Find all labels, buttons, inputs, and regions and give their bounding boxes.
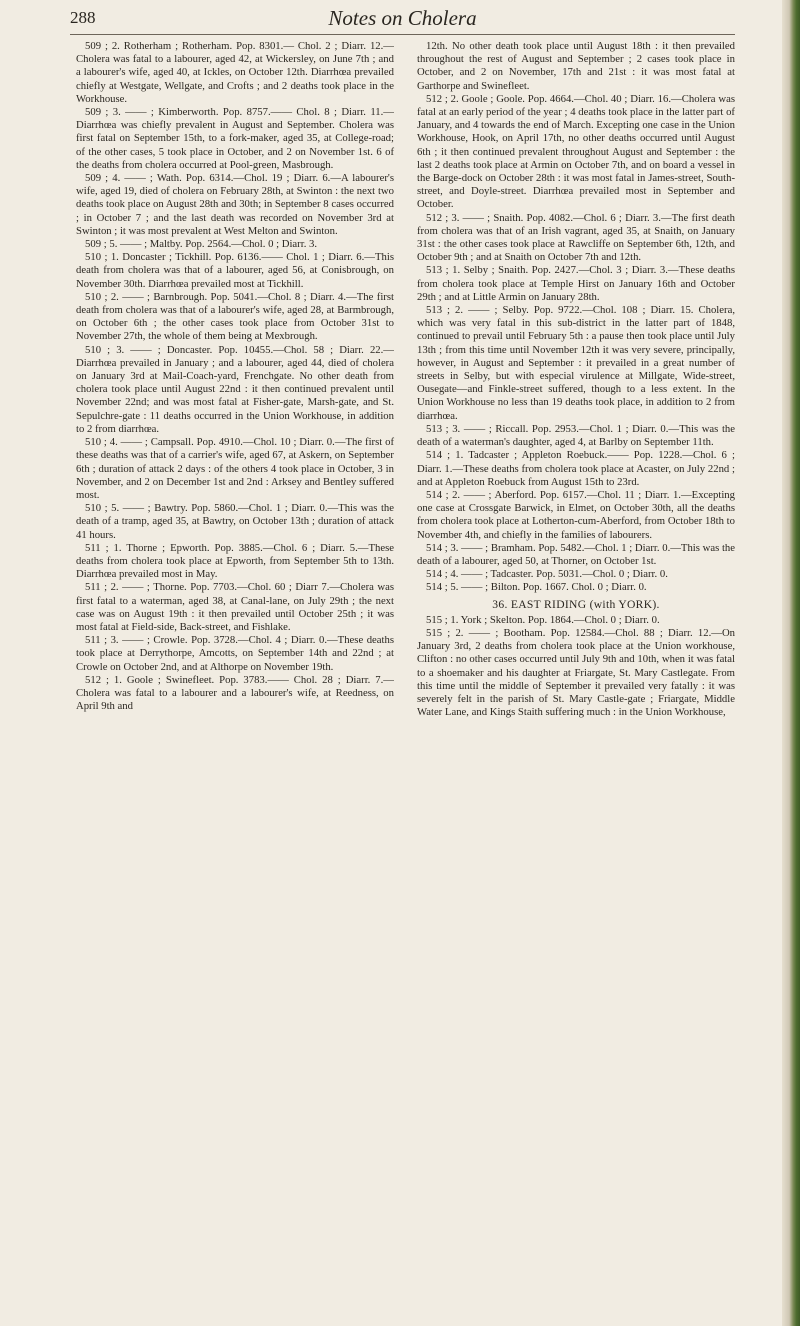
paragraph: 513 ; 3. —— ; Riccall. Pop. 2953.—Chol. 1 ; Diarr. 0.—This was the death of a waterman's daughter, aged 4, at Barlby on September 11th. [417,422,735,449]
paragraph: 509 ; 3. —— ; Kimberworth. Pop. 8757.—— Chol. 8 ; Diarr. 11.—Diarrhœa was chiefly prevalent in August and September. Cholera was first fatal on September 15th, to a fork-maker, aged 35, at College-road; of the other cases, 5 took place in October, and 2 on November 1st. 6 of the deaths from cholera occurred at Pool-green, Masbrough. [76,106,394,171]
right-column-entries [417,40,735,595]
right-column-entries-after-heading [417,614,735,720]
paragraph: 510 ; 2. —— ; Barnbrough. Pop. 5041.—Chol. 8 ; Diarr. 4.—The first death from cholera was that of a labourer's wife, aged 28, at Barmbrough, on October 6th ; the other cases took place from October 31st to November 27th, the whole of them being at Mexbrough. [76,290,394,343]
paragraph: 511 ; 1. Thorne ; Epworth. Pop. 3885.—Chol. 6 ; Diarr. 5.—These deaths from cholera took place at Epworth, from September 5th to 13th. Diarrhœa prevailed most in May. [76,541,394,581]
page-number: 288 [70,8,96,27]
paragraph: 512 ; 3. —— ; Snaith. Pop. 4082.—Chol. 6 ; Diarr. 3.—The first death from cholera was that of an Irish vagrant, aged 35, at Snaith, on January 31st : the other cases took place at Rawcliffe on September 6th, 12th, and October 9th ; and at Snaith on October 7th and 12th. [417,211,735,264]
paragraph: 12th. No other death took place until August 18th : it then prevailed throughout the rest of August and September ; 2 cases took place in October, and 2 on November, 17th and 21st : it was most fatal at Garthorpe and Swinefleet. [417,40,735,92]
paragraph: 514 ; 5. —— ; Bilton. Pop. 1667. Chol. 0 ; Diarr. 0. [426,581,647,594]
paragraph: 510 ; 4. —— ; Campsall. Pop. 4910.—Chol. 10 ; Diarr. 0.—The first of these deaths was that of a carrier's wife, aged 67, at Askern, on September 6th ; duration of attack 2 days : of the others 4 took place in October, 3 in November, and 2 on December 1st and 2nd : Arksey and Bentley suffered most. [76,436,394,501]
paragraph: 511 ; 2. —— ; Thorne. Pop. 7703.—Chol. 60 ; Diarr 7.—Cholera was first fatal to a waterman, aged 38, at Canal-lane, on July 29th ; the next case was on August 19th : it then prevailed until October 25th ; it was most fatal at Field-side, Back-street, and Fishlake. [76,581,394,633]
paragraph: 512 ; 1. Goole ; Swinefleet. Pop. 3783.—— Chol. 28 ; Diarr. 7.—Cholera was fatal to a labourer and a labourer's wife, at Reedness, on April 9th and [76,673,394,713]
right-column [417,40,735,719]
paragraph: 510 ; 1. Doncaster ; Tickhill. Pop. 6136.—— Chol. 1 ; Diarr. 6.—This death from cholera was that of a labourer, aged 56, at Conisbrough, on November 30th. Diarrhœa prevailed most at Tickhill. [76,251,394,290]
paragraph: 513 ; 1. Selby ; Snaith. Pop. 2427.—Chol. 3 ; Diarr. 3.—These deaths from cholera took place at Temple Hirst on January 16th and October 29th ; and at Little Armin on January 28th. [417,264,735,303]
paragraph: 513 ; 2. —— ; Selby. Pop. 9722.—Chol. 108 ; Diarr. 15. Cholera, which was very fatal in this sub-district in the latter part of 1848, continued to prevail until February 5th : a pause then took place until July 13th ; from this time until November 12th it was very severe, principally, however, in August and September : it prevailed in a great number of streets in Selby, but with especial virulence at Millgate, Wide-street, Ousegate—and Finkle-street suffered, though to a less extent. In the Union Workhouse no less than 19 deaths took place, in addition to 2 from diarrhœa. [417,304,735,422]
section-heading: 36. EAST RIDING (with YORK). [492,597,660,611]
paragraph: 514 ; 4. —— ; Tadcaster. Pop. 5031.—Chol. 0 ; Diarr. 0. [426,568,668,581]
paragraph: 510 ; 5. —— ; Bawtry. Pop. 5860.—Chol. 1 ; Diarr. 0.—This was the death of a tramp, aged 35, at Bawtry, on October 13th ; duration of attack 41 hours. [76,502,394,541]
paragraph: 515 ; 1. York ; Skelton. Pop. 1864.—Chol. 0 ; Diarr. 0. [426,613,660,626]
paragraph: 514 ; 2. —— ; Aberford. Pop. 6157.—Chol. 11 ; Diarr. 1.—Excepting one case at Crossgate Barwick, in Elmet, on October 30th, all the deaths from cholera took place at Lotherton-cum-Aberford, from October 18th to November 4th, and chiefly in the families of labourers. [417,488,735,541]
page-edge [782,0,800,1326]
left-column [76,40,394,713]
paragraph: 512 ; 2. Goole ; Goole. Pop. 4664.—Chol. 40 ; Diarr. 16.—Cholera was fatal at an early period of the year ; 4 deaths took place in the latter part of January, and 4 towards the end of March. Excepting one case in the Union Workhouse, Hook, on April 17th, no other deaths occurred until August 6th ; it then continued prevalent throughout August and September : the last 2 deaths took place at Armin on October 7th, and on board a vessel in the Barge-dock on October 28th : it was most fatal in James-street, South-street, and Doyle-street. Diarrhœa prevailed most in September and October. [417,92,735,211]
paragraph: 510 ; 3. —— ; Doncaster. Pop. 10455.—Chol. 58 ; Diarr. 22.—Diarrhœa prevailed in January ; and a labourer, aged 44, died of cholera on January 3rd at Mail-Coach-yard, Frenchgate. No other death from cholera took place until August 22nd : it then continued prevalent until November 22nd; and was most fatal at Fisher-gate, Marsh-gate, and St. Sepulchre-gate : 11 deaths occurred in the Union Workhouse, in addition to 2 from diarrhœa. [76,343,394,435]
paragraph: 514 ; 1. Tadcaster ; Appleton Roebuck.—— Pop. 1228.—Chol. 6 ; Diarr. 1.—These deaths from cholera took place at Acaster, on July 22nd ; and at Appleton Roebuck from August 15th to 23rd. [417,449,735,488]
page-header [70,6,735,35]
running-title: Notes on Cholera [328,6,477,30]
paragraph: 515 ; 2. —— ; Bootham. Pop. 12584.—Chol. 88 ; Diarr. 12.—On January 3rd, 2 deaths from cholera took place at the Union workhouse, Clifton : no other cases occurred until July 9th and 10th, when it was fatal to a shoemaker and his daughter at Friargate, St. Mary Castlegate. From this time until the middle of September it prevailed very fatally : it was severely felt in the parish of St. Mary Castle-gate ; Friargate, Middle Water Lane, and Kings Staith suffering much : in the Union Workhouse, [417,626,735,719]
paragraph: 509 ; 2. Rotherham ; Rotherham. Pop. 8301.— Chol. 2 ; Diarr. 12.—Cholera was fatal to a labourer, aged 42, at Wickersley, on June 7th ; and a labourer's wife, aged 40, at Ickles, on October 12th. Diarrhœa prevailed chiefly at Westgate, Wellgate, and Crofts ; and 2 deaths took place in the Workhouse. [76,40,394,105]
paragraph: 514 ; 3. —— ; Bramham. Pop. 5482.—Chol. 1 ; Diarr. 0.—This was the death of a labourer, aged 50, at Thorner, on October 1st. [417,541,735,567]
paragraph: 509 ; 5. —— ; Maltby. Pop. 2564.—Chol. 0 ; Diarr. 3. [85,238,318,251]
paragraph: 509 ; 4. —— ; Wath. Pop. 6314.—Chol. 19 ; Diarr. 6.—A labourer's wife, aged 19, died of cholera on February 28th, at Swinton : the next two deaths took place on August 28th and 30th; in September 8 cases occurred ; in October 7 ; and the last death was recorded on November 3rd at Swinton ; it was most prevalent at West Melton and Swinton. [76,172,394,237]
paragraph: 511 ; 3. —— ; Crowle. Pop. 3728.—Chol. 4 ; Diarr. 0.—These deaths took place at Derrythorpe, Amcotts, on September 14th and 22nd ; at Crowle on October 2nd, and at Althorpe on November 19th. [76,634,394,673]
